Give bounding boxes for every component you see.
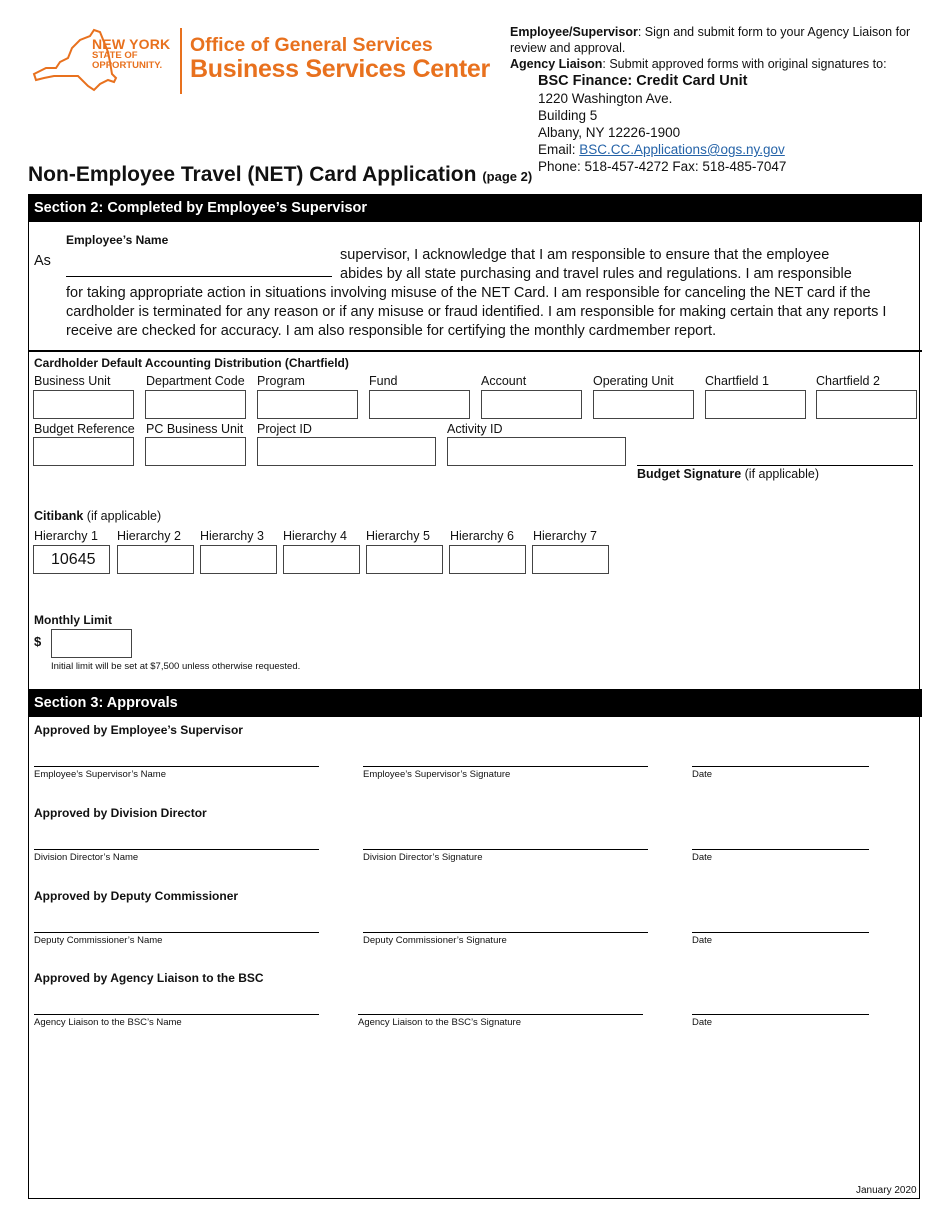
approval-group-liaison-title: Approved by Agency Liaison to the BSC: [34, 971, 264, 985]
monthly-limit-input[interactable]: [51, 629, 132, 658]
label-project-id: Project ID: [257, 422, 312, 436]
chartfield-1-input[interactable]: [705, 390, 806, 419]
logo-line3: OPPORTUNITY.: [92, 60, 163, 71]
business-unit-input[interactable]: [33, 390, 134, 419]
deputy-date-label: Date: [692, 935, 713, 946]
director-name-label: Division Director’s Name: [34, 852, 139, 863]
employee-name-label: Employee’s Name: [66, 233, 169, 247]
ny-logo-text: [92, 37, 170, 71]
office-title: Office of General Services: [190, 34, 433, 56]
address-street: 1220 Washington Ave.: [538, 91, 673, 106]
label-chartfield-1: Chartfield 1: [705, 374, 769, 388]
citibank-title: Citibank: [34, 509, 84, 523]
limit-note: Initial limit will be set at $7,500 unless otherwise requested.: [51, 661, 301, 672]
label-hierarchy-5: Hierarchy 5: [366, 529, 430, 543]
liaison-name-label: Agency Liaison to the BSC’s Name: [34, 1017, 182, 1028]
dollar-sign: $: [34, 634, 42, 649]
section2-divider: [28, 350, 922, 352]
agency-liaison-text: : Submit approved forms with original signatures to:: [602, 57, 887, 71]
citibank-label: [34, 509, 161, 523]
deputy-name-label: Deputy Commissioner’s Name: [34, 935, 163, 946]
fund-input[interactable]: [369, 390, 470, 419]
hierarchy-2-input[interactable]: [117, 545, 194, 574]
address-city: Albany, NY 12226-1900: [538, 125, 681, 140]
budget-signature-label: [637, 467, 819, 481]
activity-id-input[interactable]: [447, 437, 626, 466]
supervisor-signature-line[interactable]: [363, 766, 648, 767]
employee-supervisor-text: : Sign and submit form to your Agency Liaison for review and approval.: [510, 25, 911, 55]
chartfield-2-input[interactable]: [816, 390, 917, 419]
instructions: [510, 24, 920, 72]
label-hierarchy-7: Hierarchy 7: [533, 529, 597, 543]
director-signature-label: Division Director’s Signature: [363, 852, 483, 863]
label-business-unit: Business Unit: [34, 374, 111, 388]
logo-line2: STATE OF: [92, 50, 138, 61]
label-activity-id: Activity ID: [447, 422, 503, 436]
email-label: Email:: [538, 142, 580, 157]
supervisor-signature-label: Employee’s Supervisor’s Signature: [363, 769, 511, 780]
approval-group-director-title: Approved by Division Director: [34, 806, 207, 820]
label-pc-business-unit: PC Business Unit: [146, 422, 244, 436]
agency-liaison-label: Agency Liaison: [510, 57, 603, 71]
center-title: Business Services Center: [190, 55, 490, 83]
budget-reference-input[interactable]: [33, 437, 134, 466]
employee-name-field[interactable]: [66, 276, 332, 277]
title-main: Non-Employee Travel (NET) Card Application: [28, 163, 477, 186]
deputy-signature-label: Deputy Commissioner’s Signature: [363, 935, 507, 946]
label-fund: Fund: [369, 374, 398, 388]
supervisor-date-label: Date: [692, 769, 713, 780]
label-chartfield-2: Chartfield 2: [816, 374, 880, 388]
logo-divider: [180, 28, 182, 94]
director-signature-line[interactable]: [363, 849, 648, 850]
project-id-input[interactable]: [257, 437, 436, 466]
email-link[interactable]: BSC.CC.Applications@ogs.ny.gov: [579, 142, 785, 157]
section3-heading: Section 3: Approvals: [28, 689, 922, 717]
supervisor-name-label: Employee’s Supervisor’s Name: [34, 769, 167, 780]
label-hierarchy-2: Hierarchy 2: [117, 529, 181, 543]
account-input[interactable]: [481, 390, 582, 419]
label-operating-unit: Operating Unit: [593, 374, 674, 388]
address-phone: Phone: 518-457-4272 Fax: 518-485-7047: [538, 159, 787, 174]
director-date-line[interactable]: [692, 849, 869, 850]
address-name: BSC Finance: Credit Card Unit: [538, 73, 748, 89]
budget-signature-line[interactable]: [637, 465, 913, 466]
department-code-input[interactable]: [145, 390, 246, 419]
label-hierarchy-6: Hierarchy 6: [450, 529, 514, 543]
hierarchy-7-input[interactable]: [532, 545, 609, 574]
director-name-line[interactable]: [34, 849, 319, 850]
citibank-note: (if applicable): [83, 509, 162, 523]
ack-paragraph: for taking appropriate action in situations involving misuse of the NET Card. I am responsible for canceling the NET card if the cardholder is terminated for any reason or if any misuse or fraud identified. I am responsible for making certain that any reports I receive are checked for accuracy. I am also responsible for certifying the monthly cardmember report.: [66, 285, 887, 339]
budget-signature-note: (if applicable): [741, 467, 819, 481]
address-building: Building 5: [538, 108, 598, 123]
hierarchy-4-input[interactable]: [283, 545, 360, 574]
label-hierarchy-3: Hierarchy 3: [200, 529, 264, 543]
approval-group-deputy-title: Approved by Deputy Commissioner: [34, 889, 239, 903]
monthly-limit-label: Monthly Limit: [34, 613, 112, 627]
hierarchy-1-input[interactable]: 10645: [33, 545, 110, 574]
label-hierarchy-4: Hierarchy 4: [283, 529, 347, 543]
employee-supervisor-label: Employee/Supervisor: [510, 25, 638, 39]
director-date-label: Date: [692, 852, 713, 863]
operating-unit-input[interactable]: [593, 390, 694, 419]
label-account: Account: [481, 374, 527, 388]
hierarchy-3-input[interactable]: [200, 545, 277, 574]
deputy-name-line[interactable]: [34, 932, 319, 933]
deputy-date-line[interactable]: [692, 932, 869, 933]
mailing-address: [538, 73, 786, 175]
label-hierarchy-1: Hierarchy 1: [34, 529, 98, 543]
label-budget-reference: Budget Reference: [34, 422, 135, 436]
address-email-row: [538, 141, 786, 158]
ack-line1: supervisor, I acknowledge that I am responsible to ensure that the employee: [340, 247, 830, 263]
title-page: (page 2): [482, 169, 533, 184]
label-program: Program: [257, 374, 305, 388]
hierarchy-5-input[interactable]: [366, 545, 443, 574]
page-title: [28, 163, 532, 187]
revision-date: January 2020: [856, 1185, 917, 1196]
pc-business-unit-input[interactable]: [145, 437, 246, 466]
program-input[interactable]: [257, 390, 358, 419]
approval-group-supervisor-title: Approved by Employee’s Supervisor: [34, 723, 243, 737]
logo-line1: NEW YORK: [92, 36, 171, 52]
as-word: As: [34, 253, 51, 269]
label-department-code: Department Code: [146, 374, 245, 388]
liaison-date-line[interactable]: [692, 1014, 869, 1015]
liaison-signature-line[interactable]: [358, 1014, 643, 1015]
liaison-name-line[interactable]: [34, 1014, 319, 1015]
liaison-signature-label: Agency Liaison to the BSC’s Signature: [358, 1017, 522, 1028]
chartfield-heading: Cardholder Default Accounting Distribution (Chartfield): [34, 356, 349, 370]
ack-line2: abides by all state purchasing and travel rules and regulations. I am responsible: [340, 266, 852, 282]
supervisor-name-line[interactable]: [34, 766, 319, 767]
hierarchy-6-input[interactable]: [449, 545, 526, 574]
supervisor-date-line[interactable]: [692, 766, 869, 767]
liaison-date-label: Date: [692, 1017, 713, 1028]
deputy-signature-line[interactable]: [363, 932, 648, 933]
section2-heading: Section 2: Completed by Employee’s Supervisor: [28, 194, 922, 222]
budget-signature-title: Budget Signature: [637, 467, 742, 481]
